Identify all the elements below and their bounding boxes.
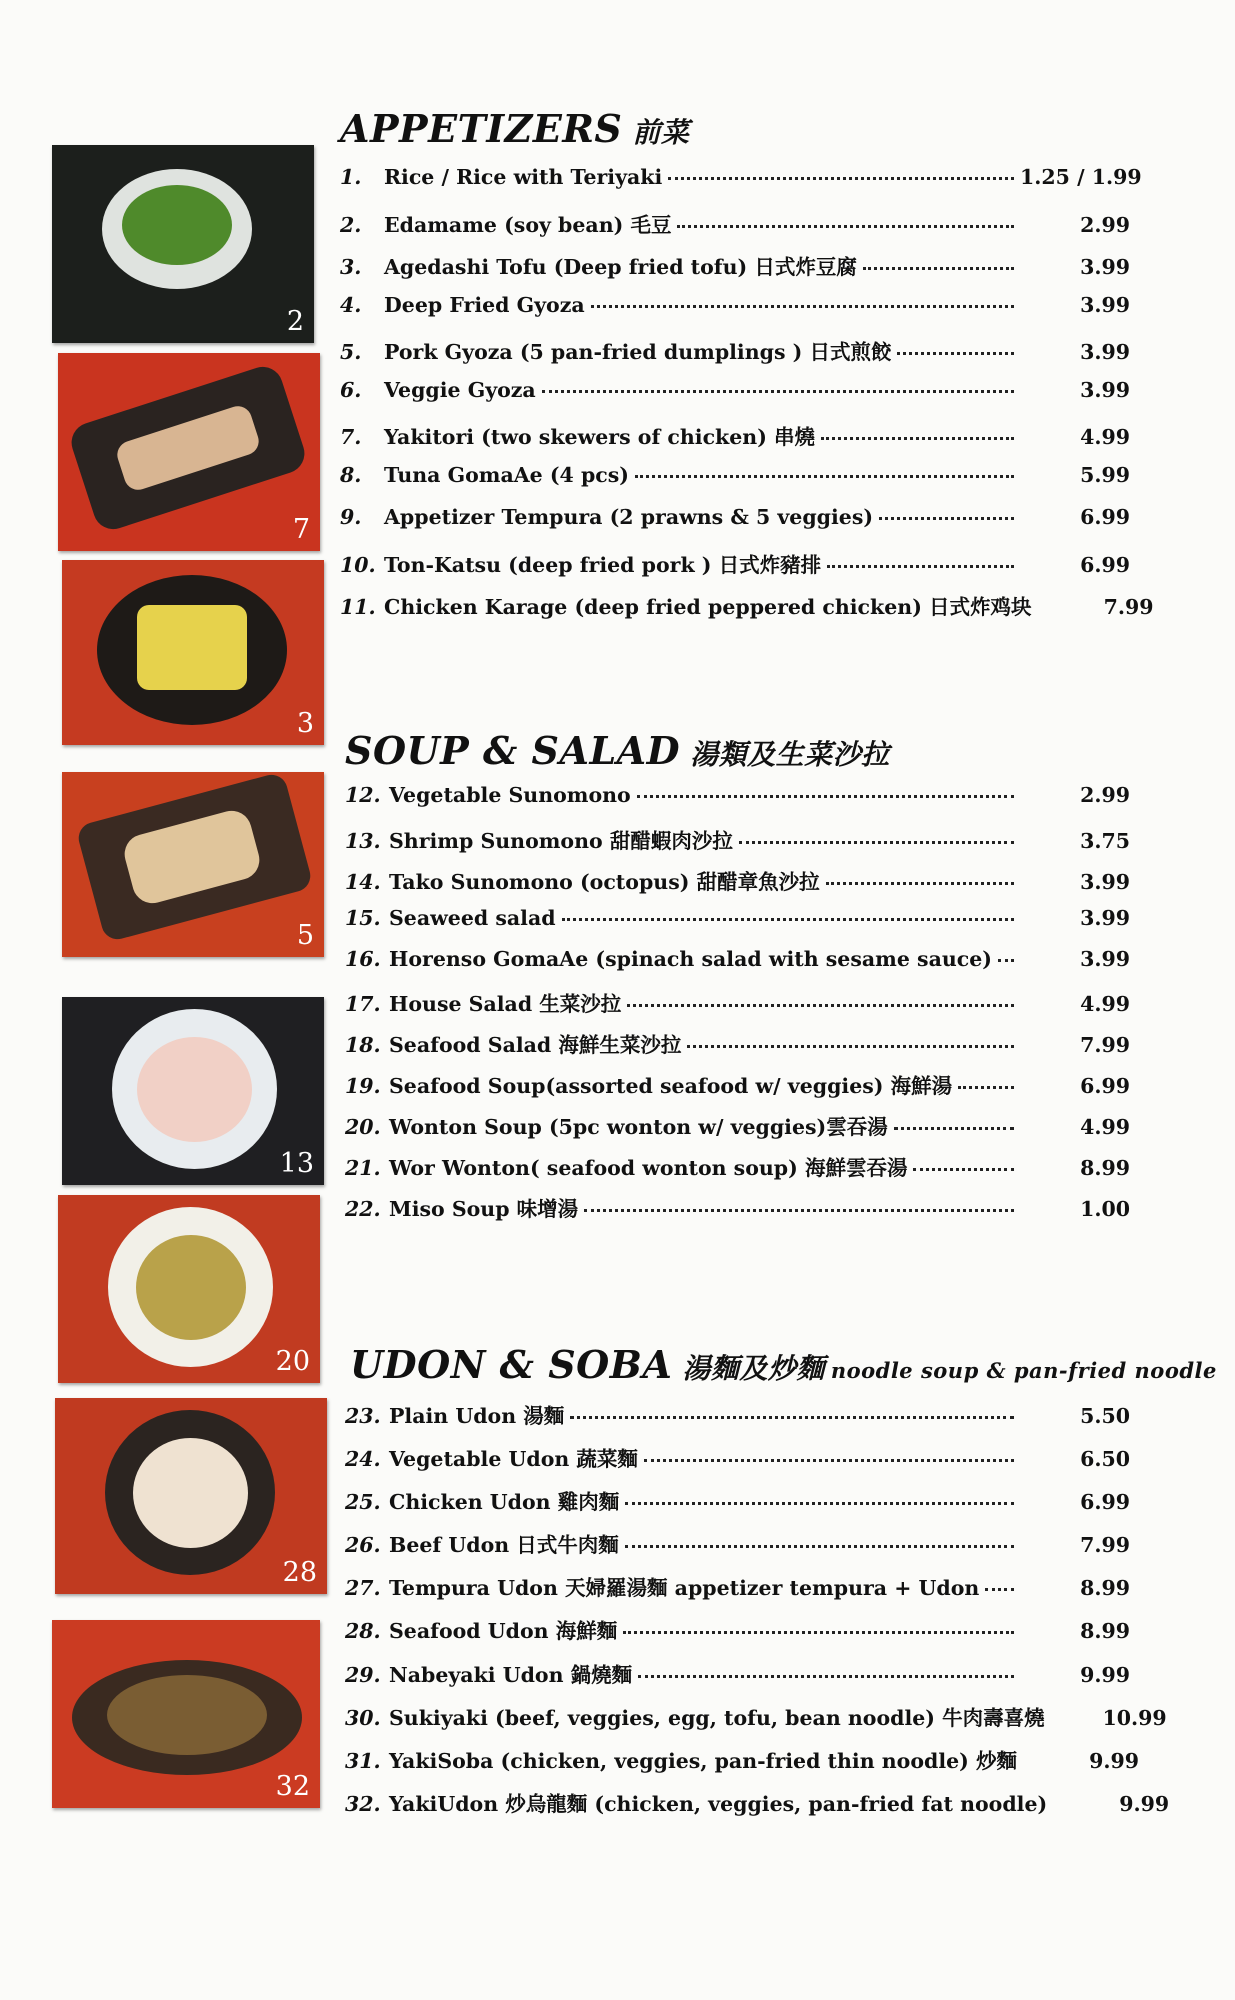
dot-leader (827, 565, 1014, 568)
dot-leader (897, 352, 1014, 355)
section-title-soup-salad (345, 728, 890, 773)
item-name: Seaweed salad (389, 905, 556, 930)
food (122, 185, 232, 265)
item-name: Sukiyaki (beef, veggies, egg, tofu, bean noodle) 牛肉壽喜燒 (389, 1705, 1045, 1730)
item-number: 28. (345, 1619, 381, 1644)
menu-item (340, 548, 1130, 591)
menu-item (345, 824, 1130, 865)
dot-leader (591, 305, 1014, 308)
menu-item (345, 1658, 1130, 1701)
item-number: 17. (345, 992, 381, 1017)
dish-photo (62, 772, 324, 957)
item-number: 5. (340, 340, 362, 364)
item-price: 2.99 (1080, 783, 1130, 807)
item-name: Chicken Udon 雞肉麵 (389, 1490, 620, 1515)
dot-leader (542, 390, 1014, 393)
item-number: 16. (345, 946, 381, 971)
item-price: 3.99 (1080, 905, 1130, 930)
item-number: 18. (345, 1033, 381, 1058)
udon-soba-list (345, 1399, 1170, 1830)
item-price: 7.99 (1080, 1533, 1130, 1558)
item-price: 6.99 (1080, 552, 1130, 577)
item-price: 3.99 (1080, 292, 1130, 317)
dot-leader (627, 1004, 1014, 1007)
item-price: 9.99 (1089, 1748, 1140, 1773)
menu-item (340, 463, 1130, 506)
menu-item (345, 1399, 1130, 1442)
item-name: Ton-Katsu (deep fried pork ) 日式炸豬排 (384, 552, 822, 577)
item-name: Agedashi Tofu (Deep fried tofu) 日式炸豆腐 (384, 255, 857, 279)
item-name: Horenso GomaAe (spinach salad with sesame sauce) (389, 946, 992, 971)
item-price: 1.00 (1080, 1196, 1130, 1221)
menu-item (340, 590, 1154, 633)
food (137, 605, 247, 690)
menu-item (345, 1110, 1130, 1151)
item-price: 4.99 (1080, 992, 1130, 1017)
food (136, 1235, 246, 1340)
dish-photo (52, 1620, 320, 1808)
item-name: Deep Fried Gyoza (384, 292, 585, 317)
item-name: Chicken Karage (deep fried peppered chicken) 日式炸鸡块 (384, 595, 1032, 619)
item-price: 3.99 (1080, 946, 1130, 971)
item-price: 9.99 (1080, 1662, 1130, 1687)
photo-number: 3 (296, 708, 314, 739)
item-name: Wor Wonton( seafood wonton soup) 海鮮雲吞湯 (389, 1156, 908, 1181)
food (107, 1675, 267, 1755)
item-number: 11. (340, 595, 376, 619)
item-price: 10.99 (1102, 1705, 1167, 1730)
dot-leader (879, 517, 1014, 520)
photo-number: 7 (292, 514, 310, 545)
section-title-appetizers (340, 106, 689, 151)
item-price: 1.25 / 1.99 (1020, 165, 1142, 189)
photo-column (0, 0, 330, 2000)
item-name: Vegetable Udon 蔬菜麵 (389, 1447, 638, 1472)
item-number: 32. (345, 1791, 381, 1816)
item-name: Yakitori (two skewers of chicken) 串燒 (384, 425, 816, 449)
item-price: 9.99 (1119, 1791, 1170, 1816)
menu-item (345, 1442, 1130, 1485)
item-name: Seafood Salad 海鮮生菜沙拉 (389, 1033, 682, 1058)
item-price: 8.99 (1080, 1156, 1130, 1181)
dish-photo (58, 1195, 320, 1383)
item-price: 6.99 (1080, 1074, 1130, 1099)
item-number: 26. (345, 1533, 381, 1558)
menu-item (345, 1744, 1140, 1787)
item-number: 12. (345, 783, 381, 807)
appetizers-list (340, 165, 1154, 633)
item-price: 7.99 (1080, 1033, 1130, 1058)
item-price: 5.50 (1080, 1404, 1130, 1428)
menu-item (345, 1614, 1130, 1657)
item-price: 5.99 (1080, 462, 1130, 487)
menu-item (345, 865, 1130, 906)
dot-leader (985, 1588, 1014, 1591)
item-number: 20. (345, 1115, 381, 1140)
item-number: 8. (340, 462, 362, 487)
section-title-text: APPETIZERS (340, 106, 623, 151)
menu-item (345, 906, 1130, 947)
item-price: 3.99 (1080, 869, 1130, 894)
menu-item (345, 1485, 1130, 1528)
section-title-cn: 湯類及生菜沙拉 (690, 738, 890, 771)
section-title-text: SOUP & SALAD (345, 728, 681, 773)
menu (340, 0, 1217, 2000)
photo-number: 28 (282, 1557, 317, 1588)
photo-number: 5 (296, 920, 314, 951)
menu-item (345, 1528, 1130, 1571)
menu-item (345, 1069, 1130, 1110)
menu-item (340, 208, 1130, 251)
dot-leader (687, 1045, 1014, 1048)
item-number: 30. (345, 1705, 381, 1730)
item-number: 9. (340, 505, 362, 529)
item-price: 3.99 (1080, 340, 1130, 364)
item-price: 3.99 (1080, 255, 1130, 279)
item-name: Plain Udon 湯麵 (389, 1404, 565, 1428)
dish-photo (62, 560, 324, 745)
dot-leader (821, 437, 1014, 440)
photo-number: 2 (286, 306, 304, 337)
menu-item (345, 947, 1130, 988)
dish-photo (55, 1398, 327, 1594)
dot-leader (584, 1209, 1014, 1212)
item-number: 4. (340, 292, 362, 317)
menu-item (340, 378, 1130, 421)
menu-item (345, 1192, 1130, 1233)
dot-leader (668, 177, 1014, 180)
dot-leader (826, 882, 1014, 885)
dot-leader (958, 1086, 1014, 1089)
dot-leader (570, 1416, 1014, 1419)
item-price: 3.75 (1080, 828, 1130, 853)
item-number: 29. (345, 1662, 381, 1687)
dot-leader (677, 225, 1014, 228)
item-number: 25. (345, 1490, 381, 1515)
menu-item (340, 420, 1130, 463)
section-title-cn: 湯麵及炒麵 (682, 1352, 825, 1385)
section-title-text: UDON & SOBA (350, 1342, 673, 1387)
item-name: Pork Gyoza (5 pan-fried dumplings ) 日式煎餃 (384, 340, 892, 364)
menu-item (345, 987, 1130, 1028)
item-name: Nabeyaki Udon 鍋燒麵 (389, 1662, 633, 1687)
item-price: 6.99 (1080, 505, 1130, 529)
item-name: Appetizer Tempura (2 prawns & 5 veggies) (384, 505, 874, 529)
item-number: 6. (340, 377, 362, 402)
item-number: 21. (345, 1156, 381, 1181)
menu-item (345, 1151, 1130, 1192)
food (133, 1438, 248, 1548)
soup-salad-list (345, 783, 1130, 1233)
menu-item (345, 1571, 1130, 1614)
menu-item (345, 783, 1130, 824)
item-name: Beef Udon 日式牛肉麵 (389, 1533, 619, 1558)
item-name: House Salad 生菜沙拉 (389, 992, 622, 1017)
item-name: Wonton Soup (5pc wonton w/ veggies)雲吞湯 (389, 1115, 888, 1140)
dot-leader (625, 1502, 1014, 1505)
item-name: Vegetable Sunomono (389, 783, 631, 807)
item-name: Tako Sunomono (octopus) 甜醋章魚沙拉 (389, 869, 820, 894)
item-name: Rice / Rice with Teriyaki (384, 165, 663, 189)
dot-leader (644, 1459, 1014, 1462)
item-number: 10. (340, 552, 376, 577)
item-name: Veggie Gyoza (384, 377, 536, 402)
item-name: Tuna GomaAe (4 pcs) (384, 462, 629, 487)
item-name: Edamame (soy bean) 毛豆 (384, 212, 672, 237)
item-number: 31. (345, 1748, 381, 1773)
dot-leader (635, 475, 1014, 478)
dot-leader (894, 1127, 1014, 1130)
dish-photo (58, 353, 320, 551)
item-name: Shrimp Sunomono 甜醋蝦肉沙拉 (389, 828, 733, 853)
item-price: 6.50 (1080, 1447, 1130, 1472)
dish-photo (52, 145, 314, 343)
menu-item (340, 335, 1130, 378)
item-number: 27. (345, 1576, 381, 1601)
photo-number: 32 (275, 1771, 310, 1802)
dot-leader (623, 1631, 1014, 1634)
item-number: 19. (345, 1074, 381, 1099)
item-number: 15. (345, 905, 381, 930)
item-price: 8.99 (1080, 1576, 1130, 1601)
dot-leader (913, 1168, 1014, 1171)
item-name: Miso Soup 味增湯 (389, 1196, 579, 1221)
item-price: 7.99 (1103, 595, 1154, 619)
item-price: 8.99 (1080, 1619, 1130, 1644)
item-price: 6.99 (1080, 1490, 1130, 1515)
dot-leader (625, 1545, 1014, 1548)
item-number: 23. (345, 1404, 381, 1428)
item-price: 3.99 (1080, 377, 1130, 402)
section-subtitle: noodle soup & pan-fried noodle (830, 1358, 1217, 1383)
item-price: 2.99 (1080, 212, 1130, 237)
item-number: 24. (345, 1447, 381, 1472)
item-price: 4.99 (1080, 425, 1130, 449)
menu-item (340, 250, 1130, 293)
photo-number: 13 (279, 1148, 314, 1179)
dot-leader (739, 841, 1014, 844)
menu-item (340, 293, 1130, 336)
menu-item (345, 1787, 1170, 1830)
menu-item (340, 165, 1142, 208)
dot-leader (638, 1675, 1014, 1678)
food (137, 1037, 252, 1142)
item-name: Seafood Soup(assorted seafood w/ veggies) 海鮮湯 (389, 1074, 953, 1099)
item-number: 22. (345, 1196, 381, 1221)
item-number: 13. (345, 828, 381, 853)
item-number: 1. (340, 165, 362, 189)
section-title-cn: 前菜 (632, 116, 690, 149)
item-name: YakiSoba (chicken, veggies, pan-fried thin noodle) 炒麵 (389, 1748, 1018, 1773)
menu-item (345, 1701, 1167, 1744)
photo-number: 20 (275, 1346, 310, 1377)
item-name: Tempura Udon 天婦羅湯麵 appetizer tempura + Udon (389, 1576, 980, 1601)
item-name: YakiUdon 炒烏龍麵 (chicken, veggies, pan-fried fat noodle) (389, 1791, 1048, 1816)
dish-photo (62, 997, 324, 1185)
item-price: 4.99 (1080, 1115, 1130, 1140)
dot-leader (562, 918, 1014, 921)
item-name: Seafood Udon 海鮮麵 (389, 1619, 618, 1644)
dot-leader (637, 795, 1014, 798)
menu-item (345, 1028, 1130, 1069)
item-number: 7. (340, 425, 362, 449)
dot-leader (863, 267, 1014, 270)
section-title-udon-soba (350, 1342, 1217, 1387)
item-number: 3. (340, 255, 362, 279)
dot-leader (998, 959, 1014, 962)
item-number: 14. (345, 869, 381, 894)
item-number: 2. (340, 212, 362, 237)
menu-item (340, 505, 1130, 548)
